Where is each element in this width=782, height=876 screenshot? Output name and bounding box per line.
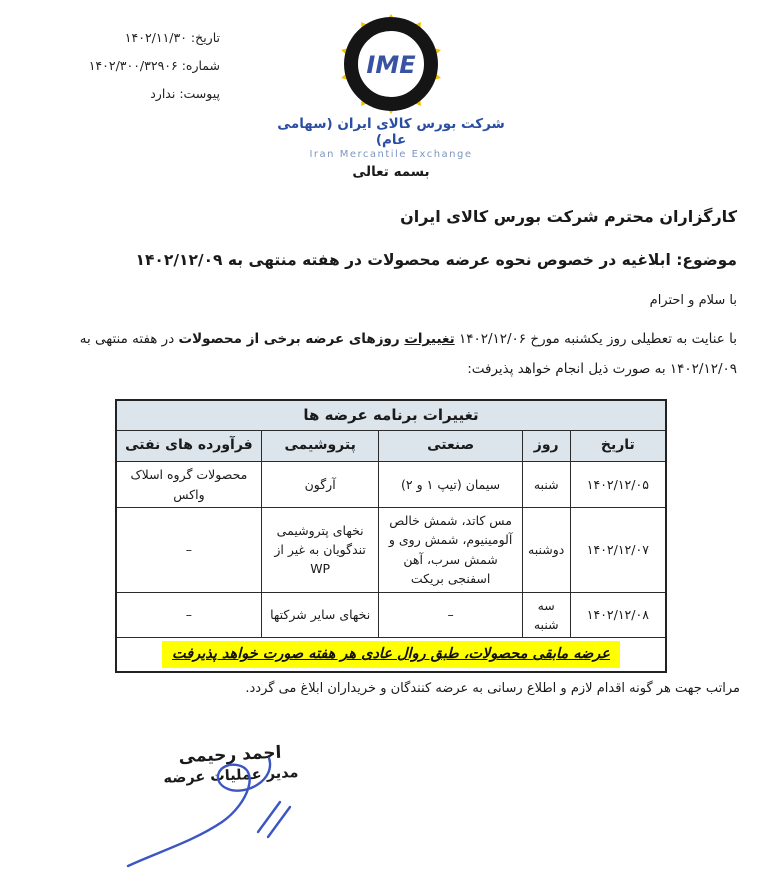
cell-oil: محصولات گروه اسلاک واکس [116, 462, 261, 508]
cell-oil: – [116, 508, 261, 593]
cell-date: ۱۴۰۲/۱۲/۰۵ [570, 462, 666, 508]
col-header-petrochemical: پتروشیمی [261, 431, 379, 462]
body-paragraph [60, 324, 737, 384]
table-title-row [116, 400, 666, 431]
body-text-line2: ۱۴۰۲/۱۲/۰۹ به صورت ذیل انجام خواهد پذیرفت: [467, 361, 737, 377]
cell-oil: – [116, 592, 261, 638]
besmeh-taala: بسمه تعالی [352, 164, 430, 180]
ime-mark-text: IME [366, 51, 416, 79]
col-header-industrial: صنعتی [379, 431, 522, 462]
table-row [116, 592, 666, 638]
meta-date: تاریخ: ۱۴۰۲/۱۱/۳۰ [124, 30, 220, 45]
table-row [116, 462, 666, 508]
cell-industrial: مس کاتد، شمش خالص آلومینیوم، شمش روی و شمش سرب، آهن اسفنجی بریکت [379, 508, 522, 593]
logo-name-en: Iran Mercantile Exchange [309, 149, 473, 160]
body-text-bold: روزهای عرضه برخی از محصولات [178, 331, 405, 347]
col-header-day: روز [522, 431, 570, 462]
body-text-pre: با عنایت به تعطیلی روز یکشنبه مورخ ۱۴۰۲/۱۲/۰۶ [454, 331, 737, 347]
meta-number: شماره: ۱۴۰۲/۳۰۰/۳۲۹۰۶ [88, 58, 220, 73]
cell-day: دوشنبه [522, 508, 570, 593]
logo-name-fa: شرکت بورس کالای ایران (سهامی عام) [277, 116, 505, 148]
table-title: تغییرات برنامه عرضه ها [116, 400, 666, 431]
col-header-oil-products: فرآورده های نفتی [116, 431, 261, 462]
closing-line: مراتب جهت هر گونه اقدام لازم و اطلاع رسانی به عرضه کنندگان و خریداران ابلاغ می گردد. [245, 681, 740, 696]
body-text-underlined: تغییرات [404, 331, 455, 347]
salutation-line: با سلام و احترام [649, 293, 737, 308]
cell-petrochemical: آرگون [261, 462, 379, 508]
highlighted-note: عرضه مابقی محصولات، طبق روال عادی هر هفته صورت خواهد پذیرفت [162, 641, 620, 667]
ime-logo-icon [335, 14, 447, 114]
subject-line: موضوع: ابلاغیه در خصوص نحوه عرضه محصولات در هفته منتهی به ۱۴۰۲/۱۲/۰۹ [135, 251, 737, 269]
cell-industrial: – [379, 592, 522, 638]
signer-name: احمد رحیمی [178, 742, 282, 768]
cell-industrial: سیمان (تیپ ۱ و ۲) [379, 462, 522, 508]
ime-logo [271, 14, 511, 160]
cell-day: سه شنبه [522, 592, 570, 638]
cell-day: شنبه [522, 462, 570, 508]
table-header-row [116, 431, 666, 462]
table-row [116, 508, 666, 593]
signature-block [132, 740, 329, 790]
col-header-date: تاریخ [570, 431, 666, 462]
table-note-row [116, 638, 666, 672]
letterhead-meta [62, 24, 220, 108]
cell-date: ۱۴۰۲/۱۲/۰۷ [570, 508, 666, 593]
cell-petrochemical: نخهای پتروشیمی تندگویان به غیر از WP [261, 508, 379, 593]
recipient-line: کارگزاران محترم شرکت بورس کالای ایران [400, 207, 737, 226]
meta-attachment: پیوست: ندارد [150, 86, 220, 101]
supply-changes-table [115, 399, 667, 673]
body-text-post: در هفته منتهی به [79, 331, 179, 347]
signer-title: مدیر عملیات عرضه [163, 765, 299, 787]
cell-date: ۱۴۰۲/۱۲/۰۸ [570, 592, 666, 638]
cell-petrochemical: نخهای سایر شرکتها [261, 592, 379, 638]
